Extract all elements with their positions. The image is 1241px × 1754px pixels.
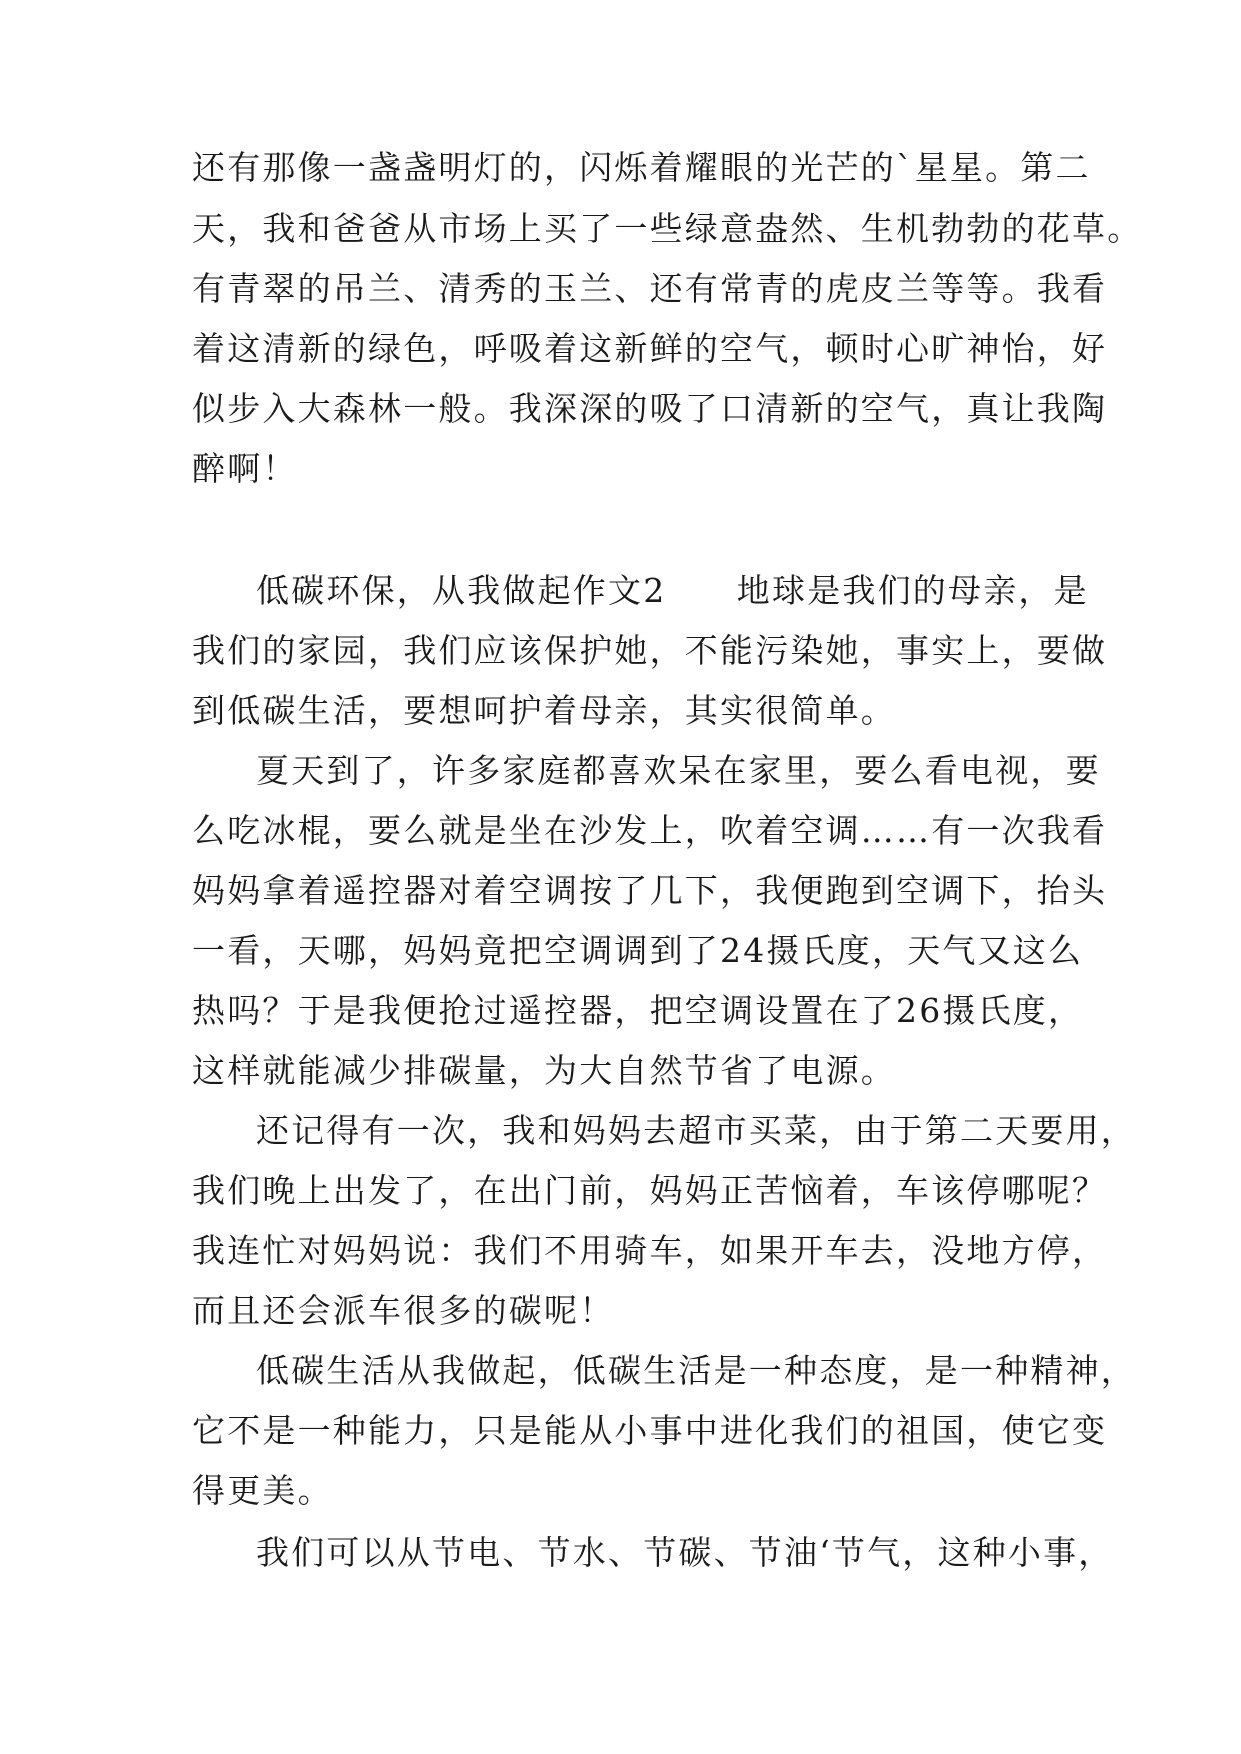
paragraph-4-line-4: 而且还会派车很多的碳呢！ — [192, 1291, 615, 1330]
paragraph-3-line-6: 这样就能减少排碳量，为大自然节省了电源。 — [192, 1051, 896, 1090]
paragraph-6-line-1: 我们可以从节电、节水、节碳、节油‘节气，这种小事， — [256, 1533, 1114, 1572]
paragraph-1-line-4: 着这清新的绿色，呼吸着这新鲜的空气，顿时心旷神怡，好 — [192, 329, 1108, 368]
paragraph-3-line-2: 么吃冰棍，要么就是坐在沙发上，吹着空调……有一次我看 — [192, 811, 1108, 850]
paragraph-3-line-4: 一看，天哪，妈妈竟把空调调到了24摄氏度，天气又这么 — [192, 931, 1084, 970]
paragraph-2-line-1: 低碳环保，从我做起作文2 地球是我们的母亲，是 — [256, 571, 1089, 610]
paragraph-3-line-5: 热吗？于是我便抢过遥控器，把空调设置在了26摄氏度， — [192, 991, 1084, 1030]
paragraph-4-line-1: 还记得有一次，我和妈妈去超市买菜，由于第二天要用， — [256, 1111, 1136, 1150]
paragraph-3-line-3: 妈妈拿着遥控器对着空调按了几下，我便跑到空调下，抬头 — [192, 871, 1108, 910]
paragraph-5-line-1: 低碳生活从我做起，低碳生活是一种态度，是一种精神， — [256, 1351, 1136, 1390]
paragraph-4-line-2: 我们晚上出发了，在出门前，妈妈正苦恼着，车该停哪呢？ — [192, 1171, 1108, 1210]
paragraph-5-line-2: 它不是一种能力，只是能从小事中进化我们的祖国，使它变 — [192, 1411, 1108, 1450]
paragraph-1-line-3: 有青翠的吊兰、清秀的玉兰、还有常青的虎皮兰等等。我看 — [192, 269, 1108, 308]
paragraph-1-line-6: 醉啊！ — [192, 449, 298, 488]
paragraph-1-line-2: 天，我和爸爸从市场上买了一些绿意盎然、生机勃勃的花草。 — [192, 209, 1143, 248]
paragraph-2-line-2: 我们的家园，我们应该保护她，不能污染她，事实上，要做 — [192, 631, 1108, 670]
paragraph-5-line-3: 得更美。 — [192, 1471, 333, 1510]
paragraph-2-line-3: 到低碳生活，要想呵护着母亲，其实很简单。 — [192, 691, 896, 730]
paragraph-1-line-5: 似步入大森林一般。我深深的吸了口清新的空气，真让我陶 — [192, 389, 1108, 428]
paragraph-3-line-1: 夏天到了，许多家庭都喜欢呆在家里，要么看电视，要 — [256, 751, 1101, 790]
paragraph-1-line-1: 还有那像一盏盏明灯的，闪烁着耀眼的光芒的`星星。第二 — [192, 148, 1091, 187]
paragraph-4-line-3: 我连忙对妈妈说：我们不用骑车，如果开车去，没地方停， — [192, 1231, 1108, 1270]
